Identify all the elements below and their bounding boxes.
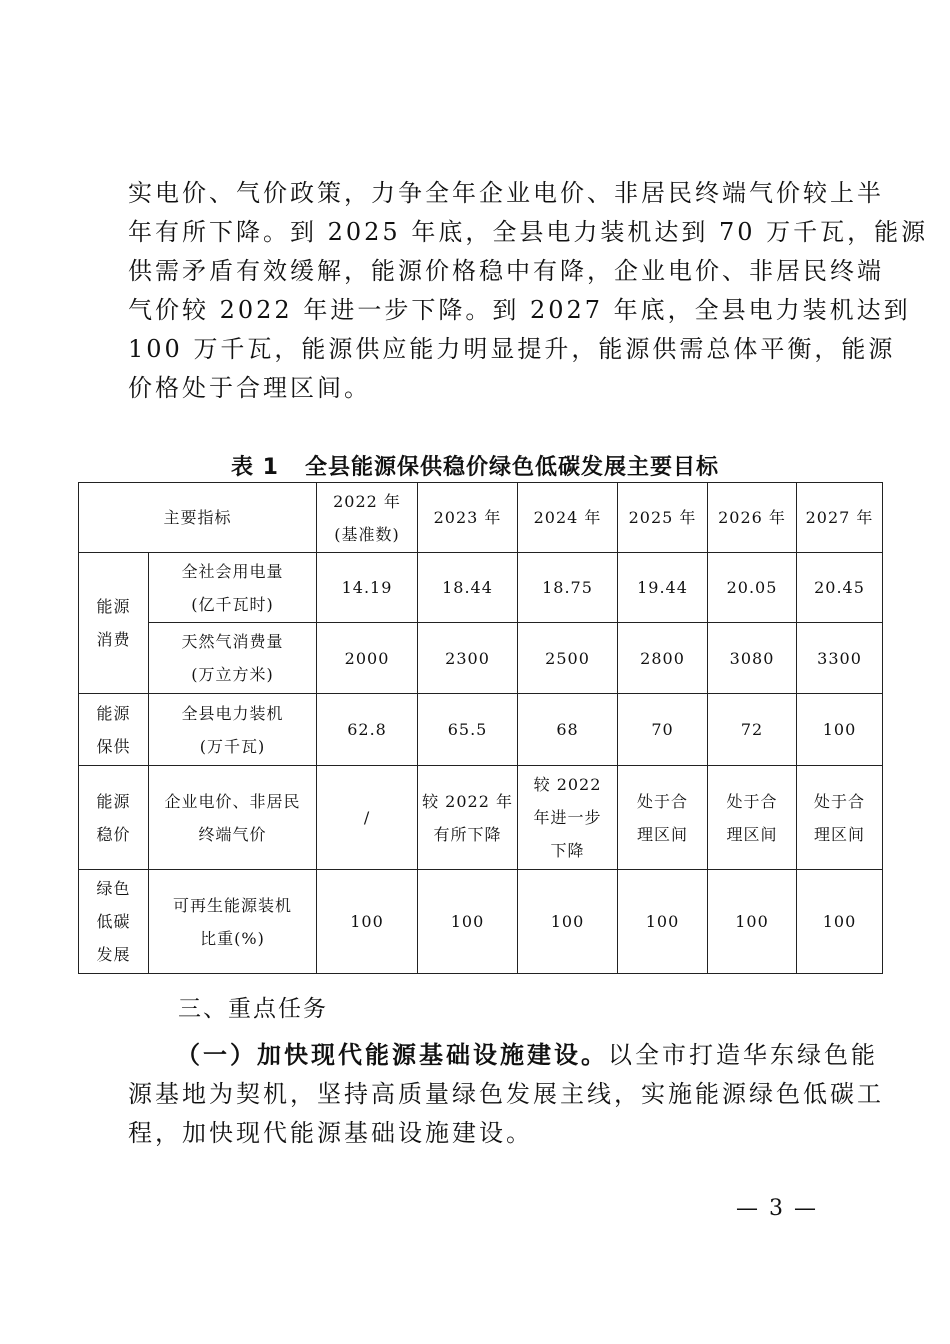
value-line: 处于合 [726, 791, 778, 811]
header-2022-year: 2022 年 [333, 491, 401, 511]
value-line: 理区间 [726, 824, 778, 844]
paragraph-line: 100 万千瓦，能源供应能力明显提升，能源供需总体平衡，能源 [128, 335, 896, 363]
value-line: 下降 [550, 841, 585, 860]
value-cell: / [317, 766, 418, 870]
table-header-row [79, 483, 883, 553]
indicator-name: 可再生能源装机 [173, 895, 293, 915]
value-cell: 2000 [317, 623, 418, 694]
body-paragraph-2 [128, 1036, 884, 1153]
value-line: 较 2022 年 [422, 791, 513, 811]
paragraph-text: 以全市打造华东绿色能 [608, 1041, 878, 1069]
table-number: 表 1 [231, 455, 279, 480]
value-cell: 100 [618, 870, 708, 974]
paragraph-line: 价格处于合理区间。 [128, 374, 371, 402]
value-cell [618, 766, 708, 870]
value-cell: 2500 [518, 623, 618, 694]
indicator-name: 全县电力装机 [181, 703, 284, 723]
group-label-line: 稳价 [96, 824, 131, 844]
paragraph-line: 供需矛盾有效缓解，能源价格稳中有降，企业电价、非居民终端 [128, 257, 884, 285]
group-label-line: 能源 [96, 703, 131, 723]
indicator-gas [149, 623, 317, 694]
value-cell: 62.8 [317, 694, 418, 766]
paragraph-line: 气价较 2022 年进一步下降。到 2027 年底，全县电力装机达到 [128, 296, 911, 324]
group-energy-supply [79, 694, 149, 766]
header-2025: 2025 年 [618, 483, 708, 553]
indicator-price [149, 766, 317, 870]
value-cell [518, 766, 618, 870]
value-cell: 100 [797, 870, 883, 974]
value-cell: 2300 [418, 623, 518, 694]
value-cell: 100 [708, 870, 797, 974]
subsection-heading: （一）加快现代能源基础设施建设。 [176, 1041, 608, 1069]
paragraph-line: 源基地为契机，坚持高质量绿色发展主线，实施能源绿色低碳工 [128, 1080, 884, 1108]
indicator-unit: (万立方米) [191, 665, 274, 684]
table-row-electricity [79, 553, 883, 623]
header-2024: 2024 年 [518, 483, 618, 553]
table-row-renewable [79, 870, 883, 974]
indicator-renewable [149, 870, 317, 974]
table-row-price [79, 766, 883, 870]
group-label-line: 绿色 [96, 879, 131, 898]
value-cell: 18.44 [418, 553, 518, 623]
header-2023: 2023 年 [418, 483, 518, 553]
value-line: 处于合 [814, 791, 866, 811]
indicator-name: 企业电价、非居民 [164, 791, 301, 811]
targets-table [78, 482, 883, 974]
value-cell [708, 766, 797, 870]
paragraph-line [128, 1036, 878, 1075]
value-cell: 3300 [797, 623, 883, 694]
group-energy-consumption [79, 553, 149, 694]
value-cell: 18.75 [518, 553, 618, 623]
indicator-name-cont: 终端气价 [198, 824, 267, 844]
header-2022 [317, 483, 418, 553]
value-line: 理区间 [814, 824, 866, 844]
value-cell: 65.5 [418, 694, 518, 766]
indicator-name: 天然气消费量 [181, 632, 284, 651]
value-cell [418, 766, 518, 870]
indicator-unit: 比重(%) [200, 928, 265, 948]
value-cell: 2800 [618, 623, 708, 694]
indicator-capacity [149, 694, 317, 766]
value-cell: 19.44 [618, 553, 708, 623]
indicator-unit: (亿千瓦时) [191, 594, 274, 614]
value-cell: 100 [797, 694, 883, 766]
value-cell: 20.05 [708, 553, 797, 623]
indicator-unit: (万千瓦) [199, 736, 266, 756]
group-label-line: 保供 [96, 736, 131, 756]
body-paragraph-1 [128, 174, 929, 408]
group-label-line: 消费 [96, 630, 131, 649]
value-line: 处于合 [637, 791, 689, 811]
value-cell: 3080 [708, 623, 797, 694]
value-cell: 68 [518, 694, 618, 766]
header-2026: 2026 年 [708, 483, 797, 553]
paragraph-line: 程，加快现代能源基础设施建设。 [128, 1119, 533, 1147]
value-cell: 14.19 [317, 553, 418, 623]
paragraph-line: 年有所下降。到 2025 年底，全县电力装机达到 70 万千瓦，能源 [128, 218, 929, 246]
header-indicator: 主要指标 [79, 483, 317, 553]
value-line: 理区间 [637, 824, 689, 844]
paragraph-line: 实电价、气价政策，力争全年企业电价、非居民终端气价较上半 [128, 179, 884, 207]
value-line: 较 2022 [533, 775, 602, 794]
table-title [0, 450, 950, 481]
group-energy-price [79, 766, 149, 870]
value-cell [797, 766, 883, 870]
value-line: 年进一步 [533, 808, 602, 827]
table-row-capacity [79, 694, 883, 766]
group-label-line: 能源 [96, 597, 131, 616]
indicator-name: 全社会用电量 [181, 561, 284, 581]
table-title-text: 全县能源保供稳价绿色低碳发展主要目标 [304, 455, 719, 480]
value-cell: 20.45 [797, 553, 883, 623]
value-cell: 100 [317, 870, 418, 974]
indicator-electricity [149, 553, 317, 623]
page-number: — 3 — [736, 1196, 818, 1221]
header-2022-baseline: (基准数) [334, 524, 400, 544]
value-cell: 70 [618, 694, 708, 766]
group-green-lowcarbon [79, 870, 149, 974]
value-cell: 100 [518, 870, 618, 974]
section-heading: 三、重点任务 [178, 996, 328, 1022]
value-cell: 72 [708, 694, 797, 766]
group-label-line: 低碳 [96, 912, 131, 931]
group-label-line: 发展 [96, 945, 131, 964]
value-cell: 100 [418, 870, 518, 974]
group-label-line: 能源 [96, 791, 131, 811]
table-row-gas [79, 623, 883, 694]
header-2027: 2027 年 [797, 483, 883, 553]
value-line: 有所下降 [433, 824, 502, 844]
